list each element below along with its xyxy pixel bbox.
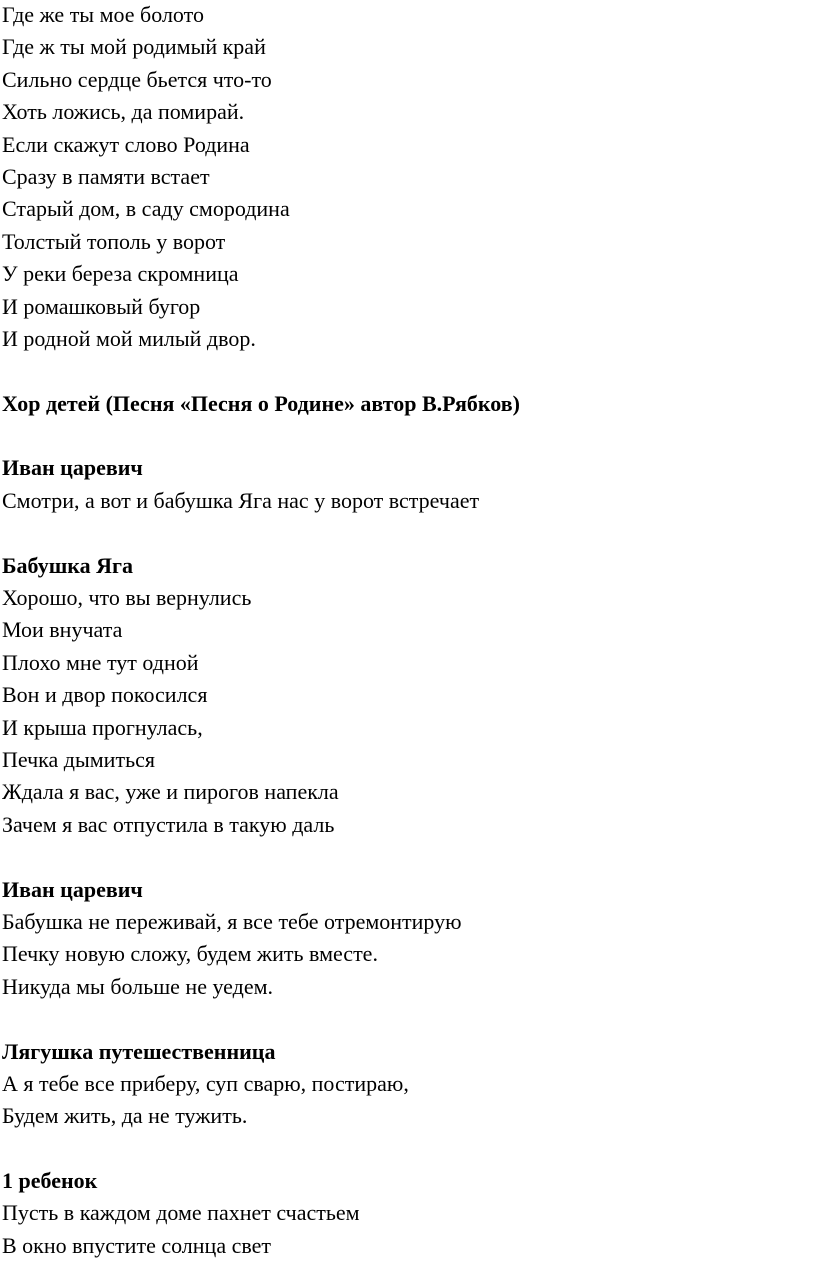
- blank-line: [2, 841, 812, 873]
- dialogue-line: Пусть в каждом доме пахнет счастьем: [2, 1200, 360, 1226]
- blank-line: [2, 517, 812, 549]
- dialogue-block-ivan-1: [2, 452, 812, 517]
- poem-line: Если скажут слово Родина: [2, 131, 250, 157]
- poem-line: Сразу в памяти встает: [2, 163, 210, 189]
- dialogue-line: Вон и двор покосился: [2, 682, 208, 708]
- speaker-name: Иван царевич: [2, 876, 143, 902]
- speaker-name: 1 ребенок: [2, 1168, 98, 1194]
- blank-line: [2, 1133, 812, 1165]
- dialogue-line: Хорошо, что вы вернулись: [2, 585, 252, 611]
- speaker-name: Бабушка Яга: [2, 552, 134, 578]
- poem-line: У реки береза скромница: [2, 261, 239, 287]
- poem-line: Где же ты мое болото: [2, 2, 204, 27]
- speaker-name: Лягушка путешественница: [2, 1038, 276, 1064]
- poem-line: И родной мой милый двор.: [2, 325, 256, 351]
- dialogue-block-ivan-2: [2, 874, 812, 1004]
- poem-line: Хоть ложись, да помирай.: [2, 99, 245, 125]
- dialogue-line: Смотри, а вот и бабушка Яга нас у ворот встречает: [2, 487, 480, 513]
- stanza-yaga-poem: [2, 0, 812, 355]
- document-page: [2, 0, 812, 1262]
- poem-line: Где ж ты мой родимый край: [2, 34, 266, 60]
- dialogue-line: В окно впустите солнца свет: [2, 1232, 271, 1258]
- dialogue-block-child-1: [2, 1165, 812, 1262]
- dialogue-block-yaga: [2, 550, 812, 842]
- dialogue-line: Печка дымиться: [2, 746, 155, 772]
- choir-heading: Хор детей (Песня «Песня о Родине» автор В.Рябков): [2, 390, 520, 416]
- poem-line: Сильно сердце бьется что-то: [2, 66, 272, 92]
- blank-line: [2, 420, 812, 452]
- dialogue-line: А я тебе все приберу, суп сварю, постираю,: [2, 1070, 409, 1096]
- poem-line: Старый дом, в саду смородина: [2, 196, 290, 222]
- dialogue-line: Бабушка не переживай, я все тебе отремонтирую: [2, 908, 462, 934]
- speaker-name: Иван царевич: [2, 455, 143, 481]
- poem-line: Толстый тополь у ворот: [2, 228, 226, 254]
- dialogue-line: Никуда мы больше не уедем.: [2, 973, 274, 999]
- dialogue-line: Печку новую сложу, будем жить вместе.: [2, 941, 378, 967]
- dialogue-line: Зачем я вас отпустила в такую даль: [2, 811, 335, 837]
- dialogue-line: И крыша прогнулась,: [2, 714, 203, 740]
- blank-line: [2, 1003, 812, 1035]
- dialogue-line: Ждала я вас, уже и пирогов напекла: [2, 779, 339, 805]
- dialogue-block-frog: [2, 1036, 812, 1133]
- blank-line: [2, 355, 812, 387]
- dialogue-line: Плохо мне тут одной: [2, 649, 199, 675]
- poem-line: И ромашковый бугор: [2, 293, 201, 319]
- dialogue-line: Мои внучата: [2, 617, 123, 643]
- dialogue-line: Будем жить, да не тужить.: [2, 1103, 248, 1129]
